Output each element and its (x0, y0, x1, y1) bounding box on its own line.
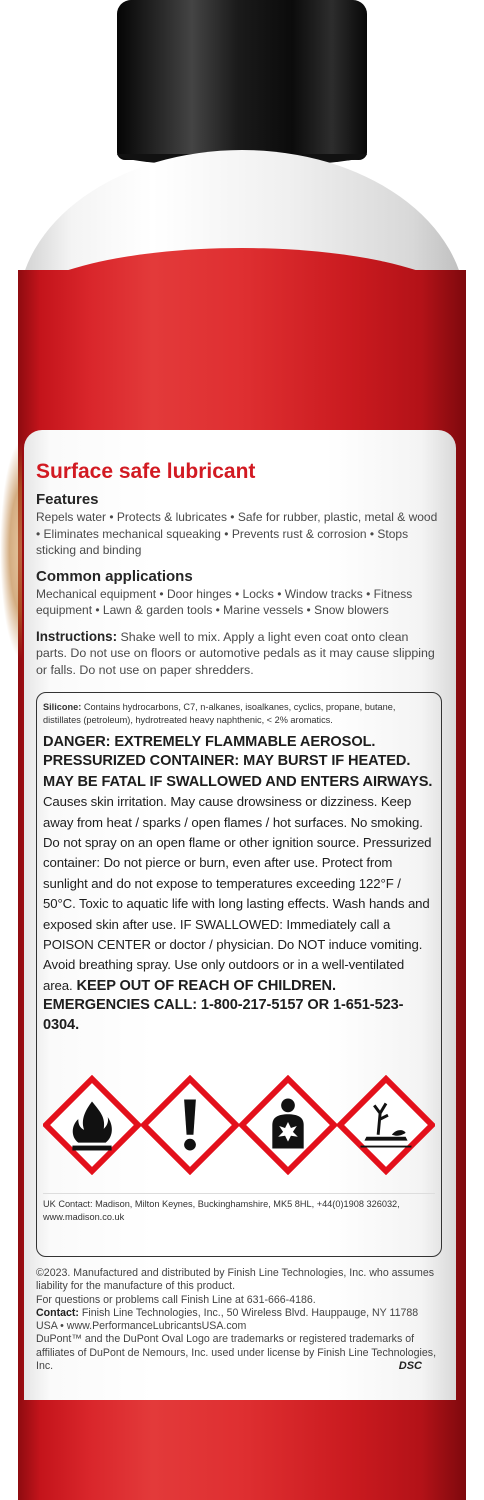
features-heading: Features (36, 491, 99, 508)
danger-statement (43, 733, 435, 1035)
danger-text: Causes skin irritation. May cause drowsiness or dizziness. Keep away from heat / sparks / open flames / hot surfaces. No smoking. Do not spray on an open flame or other ignition source. Pressurized container: Do not pierce or burn, even after use. Protect from sunlight and do not expose to temperatures exceeding 122°F / 50°C. Toxic to aquatic life with long lasting effects. Wash hands and exposed skin after use. IF SWALLOWED: Immediately call a POISON CENTER or doctor / physician. Do NOT induce vomiting. Avoid breathing spray. Use only outdoors or in a well-ventilated area. (43, 794, 432, 993)
contact-text: Finish Line Technologies, Inc., 50 Wireless Blvd. Hauppauge, NY 11788 USA • www.PerformanceLubricantsUSA.com (36, 1306, 419, 1333)
instructions-text: Shake well to mix. Apply a light even coat onto clean parts. Do not use on floors or automotive pedals as it may cause slipping or falls. Do not use on paper shredders. (36, 629, 435, 677)
silicone-text: Contains hydrocarbons, C7, n-alkanes, isoalkanes, cyclics, propane, butane, distillates (petroleum), hydrotreated heavy naphthenic, < 2% aromatics. (43, 702, 396, 725)
contact-label: Contact: (36, 1306, 79, 1319)
contact-line (36, 1307, 442, 1334)
label-title: Surface safe lubricant (36, 460, 256, 483)
environment-icon (337, 1075, 435, 1175)
applications-heading: Common applications (36, 567, 193, 585)
manufacturer-line2: For questions or problems call Finish Line at 631-666-4186. (36, 1293, 316, 1306)
background-edge (0, 440, 22, 660)
silicone-ingredients (43, 701, 435, 727)
applications-text: Mechanical equipment • Door hinges • Locks • Window tracks • Fitness equipment • Lawn & garden tools • Marine vessels • Snow blowers (36, 586, 413, 617)
health-hazard-icon (239, 1075, 337, 1175)
product-code: DSC (398, 1360, 422, 1372)
instructions-label: Instructions: (36, 628, 118, 644)
ghs-pictograms (43, 1075, 435, 1187)
uk-contact: UK Contact: Madison, Milton Keynes, Buckinghamshire, MK5 8HL, +44(0)1908 326032, www.madison.co.uk (43, 1193, 435, 1224)
flame-icon (43, 1075, 141, 1175)
trademark-line: DuPont™ and the DuPont Oval Logo are trademarks or registered trademarks of affiliates of DuPont de Nemours, Inc. used under license by Finish Line Technologies, Inc. (36, 1333, 437, 1373)
danger-caps: DANGER: EXTREMELY FLAMMABLE AEROSOL. PRESSURIZED CONTAINER: MAY BURST IF HEATED. MAY BE FATAL IF SWALLOWED AND ENTERS AIRWAYS. (43, 734, 433, 790)
manufacturer-line1: ©2023. Manufactured and distributed by Finish Line Technologies, Inc. who assumes liability for the manufacture of this product. (36, 1267, 435, 1293)
exclamation-icon (141, 1075, 239, 1175)
keep-out-text: KEEP OUT OF REACH OF CHILDREN. EMERGENCIES CALL: 1-800-217-5157 OR 1-651-523-0304. (43, 977, 404, 1033)
product-label (24, 430, 456, 1400)
manufacturer-info (36, 1267, 442, 1373)
features-text: Repels water • Protects & lubricates • Safe for rubber, plastic, metal & wood • Eliminates mechanical squeaking • Prevents rust & corrosion • Stops sticking and binding (36, 510, 438, 557)
silicone-label: Silicone: (43, 702, 82, 712)
instructions (36, 629, 442, 679)
warning-box (36, 692, 442, 1257)
spray-can-cap (117, 0, 367, 160)
